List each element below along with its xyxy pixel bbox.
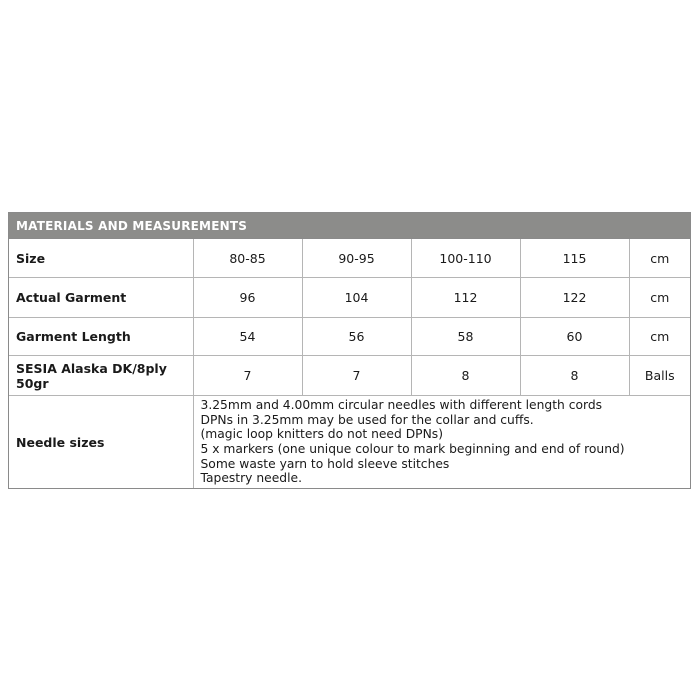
cell-value: 100-110 xyxy=(411,239,520,278)
row-label: Needle sizes xyxy=(9,396,193,489)
table-title-bar xyxy=(9,213,690,239)
table-row-yarn xyxy=(9,356,690,396)
cell-value: 7 xyxy=(302,356,411,396)
cell-unit: cm xyxy=(629,278,690,318)
cell-value: 60 xyxy=(520,318,629,356)
cell-value: 112 xyxy=(411,278,520,318)
needle-line: 5 x markers (one unique colour to mark beginning and end of round) xyxy=(200,442,625,456)
row-label: Actual Garment xyxy=(9,278,193,318)
cell-value: 54 xyxy=(193,318,302,356)
cell-unit: cm xyxy=(629,318,690,356)
cell-unit: cm xyxy=(629,239,690,278)
needle-line: Some waste yarn to hold sleeve stitches xyxy=(200,456,450,471)
needles-description xyxy=(193,396,690,489)
needle-line: (magic loop knitters do not need DPNs) xyxy=(200,427,444,442)
cell-value: 115 xyxy=(520,239,629,278)
table-row-needle-sizes xyxy=(9,396,690,489)
cell-value: 8 xyxy=(411,356,520,396)
cell-value: 90-95 xyxy=(302,239,411,278)
table-row-garment-length xyxy=(9,318,690,356)
cell-value: 104 xyxy=(302,278,411,318)
materials-table xyxy=(9,239,690,488)
row-label: Garment Length xyxy=(9,318,193,356)
table-row-size xyxy=(9,239,690,278)
cell-value: 56 xyxy=(302,318,411,356)
cell-value: 80-85 xyxy=(193,239,302,278)
table-row-actual-garment xyxy=(9,278,690,318)
cell-unit: Balls xyxy=(629,356,690,396)
cell-value: 7 xyxy=(193,356,302,396)
cell-value: 58 xyxy=(411,318,520,356)
materials-table-card xyxy=(8,212,691,489)
cell-value: 122 xyxy=(520,278,629,318)
cell-value: 96 xyxy=(193,278,302,318)
row-label: SESIA Alaska DK/8ply 50gr xyxy=(9,356,193,396)
row-label: Size xyxy=(9,239,193,278)
cell-value: 8 xyxy=(520,356,629,396)
needle-line: DPNs in 3.25mm may be used for the collar and cuffs. xyxy=(200,412,534,427)
table-title: MATERIALS AND MEASUREMENTS xyxy=(16,218,248,233)
needle-line: 3.25mm and 4.00mm circular needles with different length cords xyxy=(200,398,603,413)
needle-line: Tapestry needle. xyxy=(200,471,302,486)
